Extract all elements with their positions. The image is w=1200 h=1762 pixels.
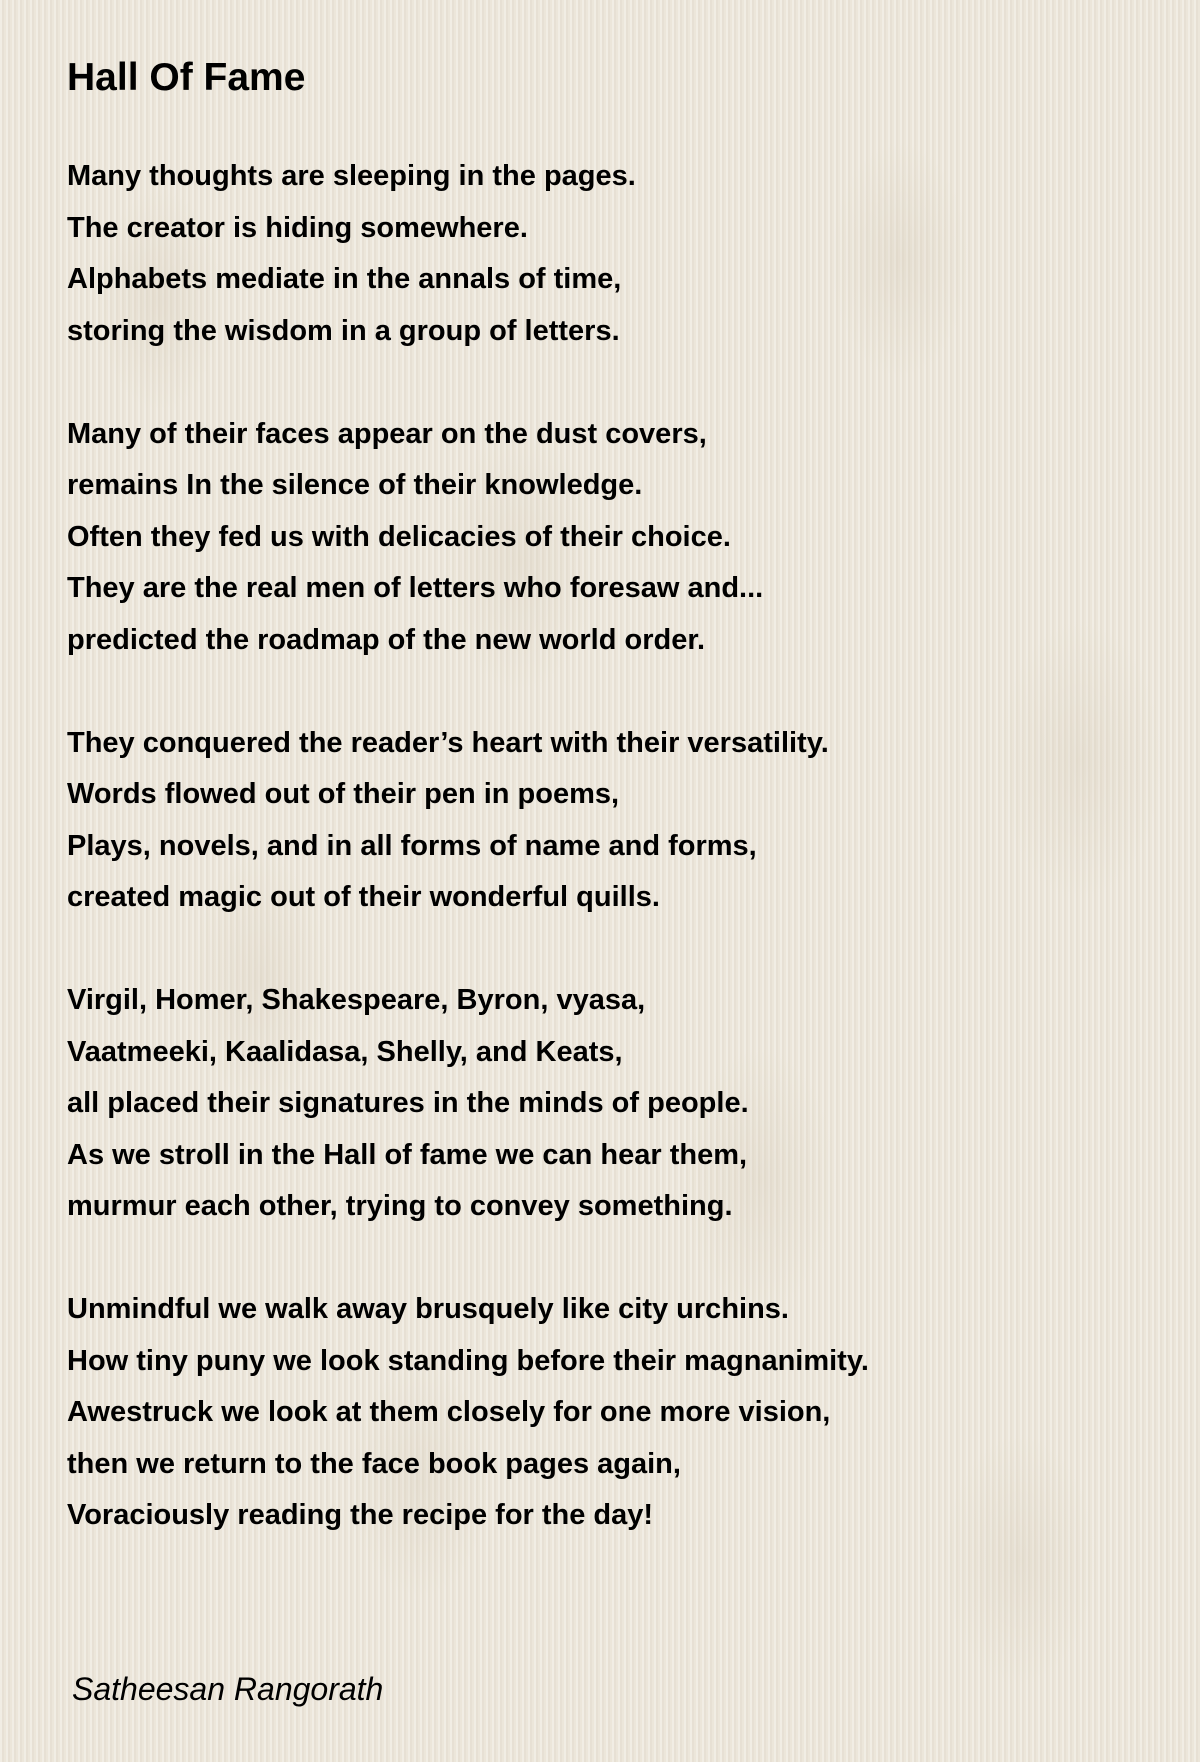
poem-line: How tiny puny we look standing before their magnanimity. bbox=[67, 1344, 869, 1377]
poem-line: Unmindful we walk away brusquely like city urchins. bbox=[67, 1293, 789, 1325]
poem-line: They are the real men of letters who foresaw and... bbox=[67, 572, 764, 604]
poem-line: As we stroll in the Hall of fame we can hear them, bbox=[67, 1138, 748, 1171]
stanza-3 bbox=[67, 718, 869, 924]
poem-line: Many of their faces appear on the dust covers, bbox=[67, 417, 707, 450]
poem-line: The creator is hiding somewhere. bbox=[67, 211, 528, 244]
poem-line: Awestruck we look at them closely for one more vision, bbox=[67, 1396, 831, 1428]
poem-body bbox=[67, 151, 869, 1542]
poem-line: storing the wisdom in a group of letters. bbox=[67, 314, 620, 347]
stanza-2 bbox=[67, 409, 869, 667]
poem-line: Virgil, Homer, Shakespeare, Byron, vyasa, bbox=[67, 984, 646, 1016]
poem-line: then we return to the face book pages again, bbox=[67, 1447, 681, 1480]
poem-line: created magic out of their wonderful quills. bbox=[67, 881, 660, 913]
poem-line: murmur each other, trying to convey something. bbox=[67, 1190, 733, 1222]
poem-line: Alphabets mediate in the annals of time, bbox=[67, 263, 622, 295]
poem-line: Many thoughts are sleeping in the pages. bbox=[67, 160, 636, 192]
poem-line: all placed their signatures in the minds of people. bbox=[67, 1087, 749, 1119]
poem-line: Plays, novels, and in all forms of name and forms, bbox=[67, 829, 757, 862]
stanza-4 bbox=[67, 975, 869, 1233]
poem-line: They conquered the reader’s heart with their versatility. bbox=[67, 726, 829, 759]
poem-title: Hall Of Fame bbox=[67, 56, 306, 99]
author-name: Satheesan Rangorath bbox=[72, 1671, 384, 1707]
poem-line: predicted the roadmap of the new world order. bbox=[67, 623, 706, 656]
poem-line: Often they fed us with delicacies of their choice. bbox=[67, 520, 731, 553]
stanza-5 bbox=[67, 1284, 869, 1542]
stanza-1 bbox=[67, 151, 869, 357]
poem-line: remains In the silence of their knowledge. bbox=[67, 469, 643, 501]
poem-line: Words flowed out of their pen in poems, bbox=[67, 778, 620, 810]
poem-line: Voraciously reading the recipe for the day! bbox=[67, 1499, 654, 1531]
poem-line: Vaatmeeki, Kaalidasa, Shelly, and Keats, bbox=[67, 1035, 623, 1068]
